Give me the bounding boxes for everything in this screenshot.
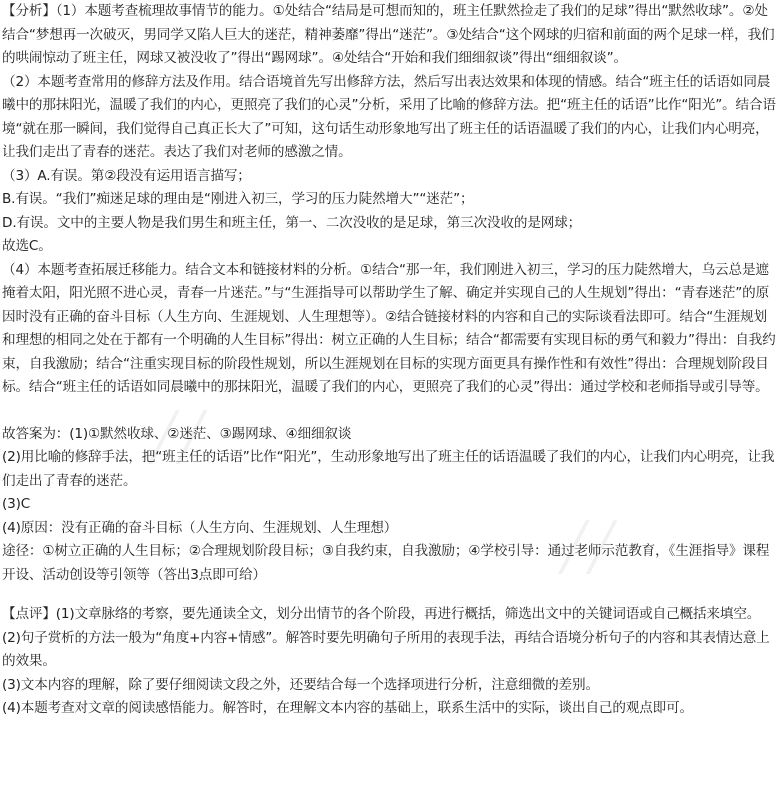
section-gap bbox=[2, 400, 778, 423]
watermark-left: ╱╱ bbox=[150, 410, 206, 464]
analysis-part-3-option-d: D.有误。文中的主要人物是我们男生和班主任，第一、二次没收的是足球，第三次没收的是网球； bbox=[2, 214, 582, 231]
answer-4-way: 途径：①树立正确的人生目标；②合理规划阶段目标；③自我约束，自我激励；④学校引导：通过老师示范教育，《生涯指导》课程开设、活动创设等引领等（答出3点即可给） bbox=[2, 543, 770, 583]
analysis-part-1: 【分析】（1）本题考查梳理故事情节的能力。①处结合“结局是可想而知的，班主任默然捡走了我们的足球”得出“默然收球”。②处结合“梦想再一次破灭，男同学又陷人巨大的迷茫，精神萎靡”得出“迷茫”。③处结合“这个网球的归宿和前面的两个足球一样，我们的哄闹惊动了班主任，网球又被没收了”得出“踢网球”。④处结合“开始和我们细细叙谈”得出“细细叙谈”。 bbox=[2, 3, 775, 66]
analysis-part-4: （4）本题考查拓展迁移能力。结合文本和链接材料的分析。①结合“那一年，我们刚进入初三，学习的压力陡然增大，乌云总是遮掩着太阳，阳光照不进心灵，青春一片迷茫。”与“生涯指导可以帮助学生了解、确定并实现自己的人生规划”得出：“青春迷茫”的原因时没有正确的奋斗目标（人生方向、生涯规划、人生理想等）。②结合链接材料的内容和自己的实际谈看法即可。结合“生涯规划和理想的相同之处在于都有一个明确的人生目标”得出：树立正确的人生目标；结合“都需要有实现目标的勇气和毅力”得出：自我约束，自我激励；结合“注重实现目标的阶段性规划，所以生涯规划在目标的实现方面更具有操作性和有效性”得出：合理规划阶段目标。结合“班主任的话语如同晨曦中的那抹阳光，温暖了我们的内心，更照亮了我们的心灵”得出：通过学校和老师指导或引导等。 bbox=[2, 261, 776, 395]
comment-1: 【点评】(1)文章脉络的考察，要先通读全文，划分出情节的各个阶段，再进行概括，筛选出文中的关键词语或自己概括来填空。 bbox=[2, 606, 761, 622]
analysis-part-2: （2）本题考查常用的修辞方法及作用。结合语境首先写出修辞方法，然后写出表达效果和体现的情感。结合“班主任的话语如同晨曦中的那抹阳光，温暖了我们的内心，更照亮了我们的心灵”分析，采用了比喻的修辞方法。把“班主任的话语”比作“阳光”。结合语境“就在那一瞬间，我们觉得自己真正长大了”可知，这句话生动形象地写出了班主任的话语温暖了我们的内心，让我们内心明亮，让我们走出了青春的迷茫。表达了我们对老师的感激之情。 bbox=[2, 73, 776, 160]
answer-2: (2)用比喻的修辞手法，把“班主任的话语”比作“阳光”，生动形象地写出了班主任的话语温暖了我们的内心，让我们内心明亮，让我们走出了青春的迷茫。 bbox=[2, 449, 775, 489]
answer-1: 故答案为：(1)①默然收球、②迷茫、③踢网球、④细细叙谈 bbox=[2, 425, 352, 442]
answer-3: (3)C bbox=[2, 496, 31, 512]
comment-2: (2)句子赏析的方法一般为“角度+内容+情感”。解答时要先明确句子所用的表现手法，再结合语境分析句子的内容和其表情达意上的效果。 bbox=[2, 629, 770, 669]
comment-4: (4)本题考查对文章的阅读感悟能力。解答时，在理解文本内容的基础上，联系生活中的实际，谈出自己的观点即可。 bbox=[2, 700, 693, 716]
analysis-part-3-choice: 故选C。 bbox=[2, 238, 52, 254]
section-gap bbox=[2, 587, 778, 603]
comment-3: (3)文本内容的理解，除了要仔细阅读文段之外，还要结合每一个选择项进行分析，注意细微的差别。 bbox=[2, 676, 599, 693]
answer-4-reason: (4)原因：没有正确的奋斗目标（人生方向、生涯规划、人生理想） bbox=[2, 519, 398, 536]
analysis-part-3-option-a: （3）A.有误。第②段没有运用语言描写； bbox=[2, 167, 251, 184]
watermark-right: ╱╱ bbox=[560, 520, 616, 574]
analysis-part-3-option-b: B.有误。“我们”痴迷足球的理由是“刚进入初三，学习的压力陡然增大”“迷茫”； bbox=[2, 191, 474, 207]
